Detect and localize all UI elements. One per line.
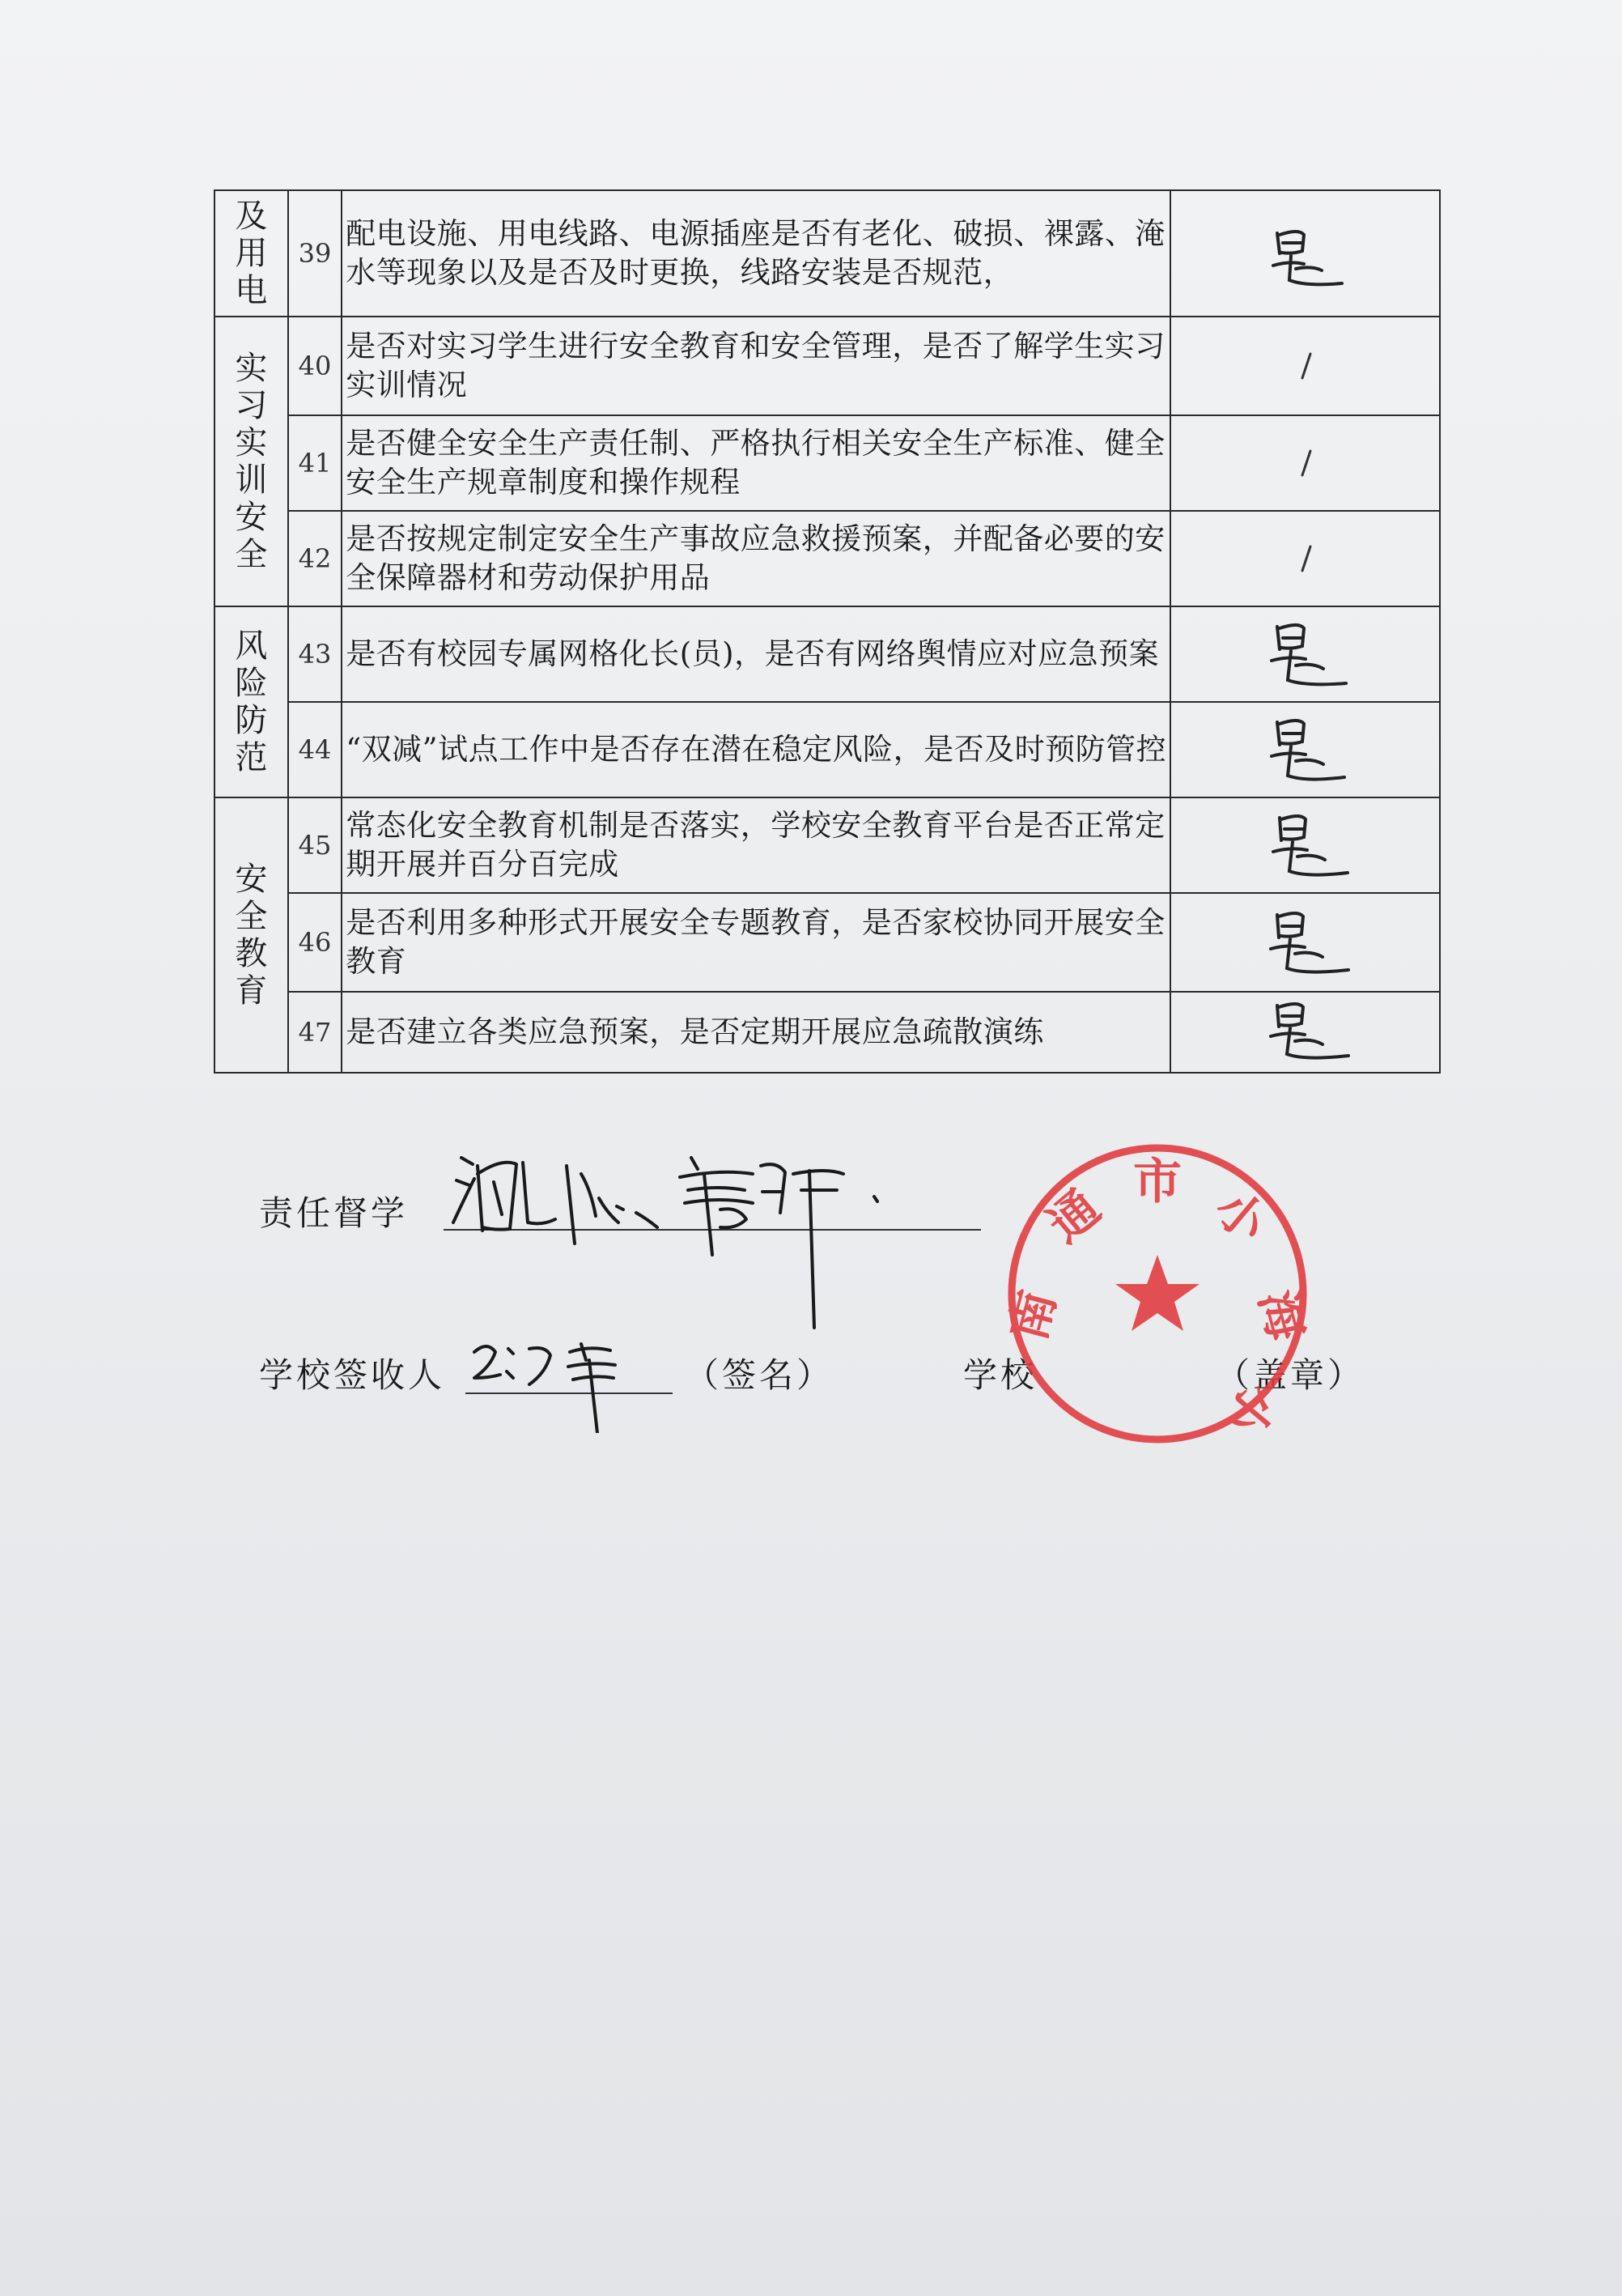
item-content: 是否有校园专属网格化长(员)，是否有网络舆情应对应急预案: [342, 606, 1170, 702]
handwritten-yes-mark: [1257, 217, 1354, 290]
handwritten-yes-mark: [1253, 902, 1358, 983]
category-cell: 安 全 教 育: [214, 797, 288, 1073]
item-content: 配电设施、用电线路、电源插座是否有老化、破损、裸露、淹水等现象以及是否及时更换，线路安装是否规范，: [342, 190, 1170, 317]
item-number: 43: [288, 606, 342, 702]
table-row: [214, 702, 1440, 797]
table-row: [214, 893, 1440, 992]
table-row: [214, 606, 1440, 702]
table-row: [214, 797, 1440, 893]
result-mark: [1170, 606, 1440, 702]
safety-checklist-table: [214, 189, 1441, 1074]
item-number: 44: [288, 702, 342, 797]
table-row: [214, 190, 1440, 317]
svg-text:市: 市: [1133, 1154, 1182, 1210]
item-content: 是否利用多种形式开展安全专题教育，是否家校协同开展安全教育: [342, 893, 1170, 992]
category-cell: 及 用 电: [214, 190, 288, 317]
handwritten-yes-mark: [1257, 709, 1354, 790]
item-content: 是否健全安全生产责任制、严格执行相关安全生产标准、健全安全生产规章制度和操作规程: [342, 415, 1170, 511]
svg-text:海: 海: [1247, 1284, 1315, 1346]
supervisor-signature: [445, 1125, 996, 1352]
receiver-label: 学校签收人: [259, 1355, 446, 1395]
result-mark: [1170, 893, 1440, 992]
item-number: 46: [288, 893, 342, 992]
table-row: [214, 317, 1440, 415]
item-number: 41: [288, 415, 342, 511]
supervisor-label: 责任督学: [259, 1193, 409, 1233]
item-content: 是否对实习学生进行安全教育和安全管理，是否了解学生实习实训情况: [342, 317, 1170, 415]
result-mark: [1170, 190, 1440, 317]
svg-text:小: 小: [1213, 1372, 1289, 1447]
svg-text:南: 南: [1000, 1284, 1068, 1346]
school-label: 学校: [963, 1355, 1038, 1395]
handwritten-yes-mark: [1253, 996, 1358, 1069]
item-content: 常态化安全教育机制是否落实，学校安全教育平台是否正常定期开展并百分百完成: [342, 797, 1170, 893]
table-row: [214, 415, 1440, 511]
result-mark: [1170, 797, 1440, 893]
item-content: 是否按规定制定安全生产事故应急救援预案，并配备必要的安全保障器材和劳动保护用品: [342, 511, 1170, 606]
category-cell: 实 习 实 训 安 全: [214, 317, 288, 606]
svg-text:小: 小: [1204, 1179, 1278, 1254]
result-mark: [1170, 702, 1440, 797]
item-number: 40: [288, 317, 342, 415]
table-row: [214, 992, 1440, 1073]
receiver-signature: [468, 1328, 662, 1433]
item-content: 是否建立各类应急预案，是否定期开展应急疏散演练: [342, 992, 1170, 1073]
slash-mark: [1289, 443, 1322, 483]
result-mark: [1170, 317, 1440, 415]
result-mark: [1170, 415, 1440, 511]
table-row: [214, 511, 1440, 606]
handwritten-yes-mark: [1257, 614, 1354, 695]
slash-mark: [1289, 538, 1322, 579]
sign-note: （签名）: [685, 1355, 834, 1395]
item-number: 47: [288, 992, 342, 1073]
school-official-stamp: [996, 1132, 1319, 1456]
item-number: 39: [288, 190, 342, 317]
item-number: 42: [288, 511, 342, 606]
handwritten-yes-mark: [1257, 805, 1354, 886]
svg-text:通: 通: [1037, 1179, 1111, 1254]
result-mark: [1170, 992, 1440, 1073]
seal-note: （盖章）: [1216, 1355, 1365, 1395]
item-number: 45: [288, 797, 342, 893]
category-cell: 风 险 防 范: [214, 606, 288, 797]
stamp-star-icon: [1115, 1255, 1200, 1331]
item-content: “双减”试点工作中是否存在潜在稳定风险，是否及时预防管控: [342, 702, 1170, 797]
slash-mark: [1289, 346, 1322, 386]
result-mark: [1170, 511, 1440, 606]
